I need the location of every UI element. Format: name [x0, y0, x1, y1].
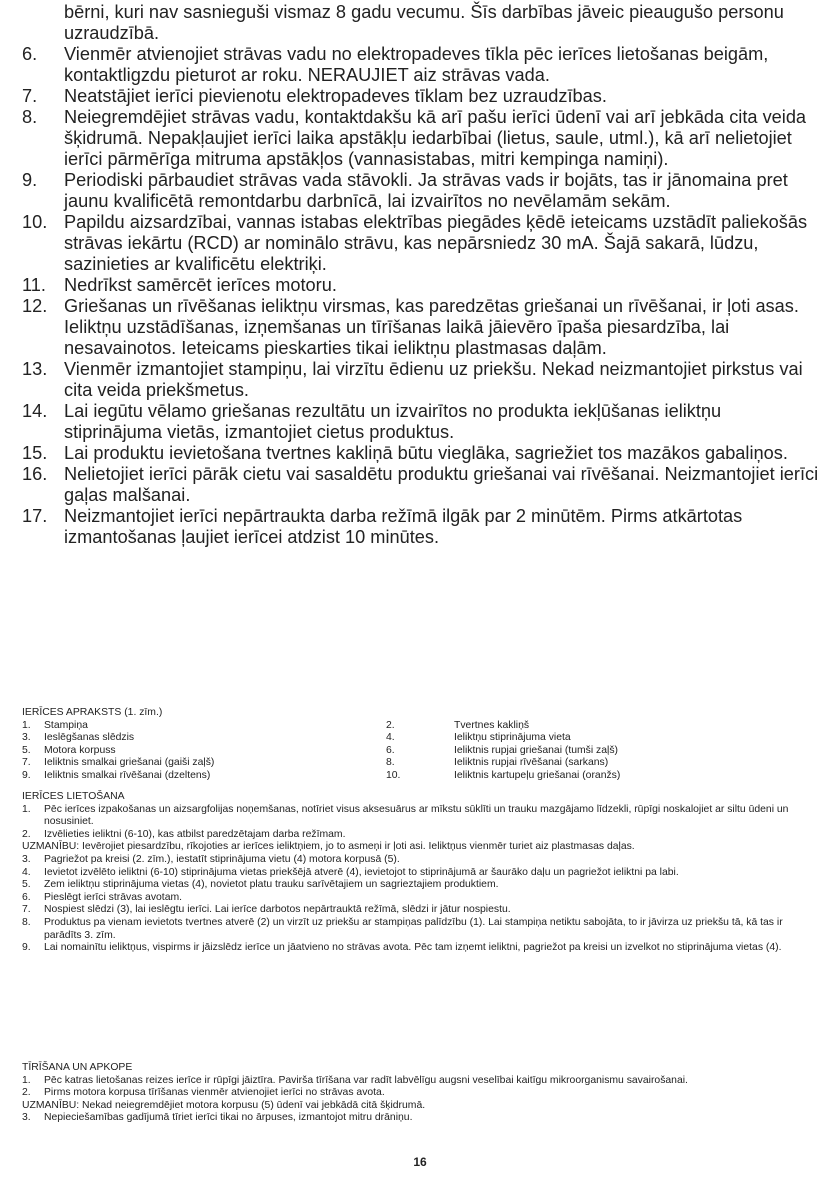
part-name: Motora korpuss — [44, 744, 116, 756]
part-number: 9. — [22, 769, 31, 781]
step-number: 6. — [22, 891, 31, 903]
warning-text: Papildu aizsardzībai, vannas istabas elektrības piegādes ķēdē ieteicams uzstādīt paliekošās strāvas iekārtu (RCD) ar nominālo strāvu, kas nepārsniedz 30 mA. Šajā sakarā, lūdzu, sazinieties ar kvalificētu elektriķi. — [64, 212, 808, 274]
warning-item — [22, 506, 822, 548]
warning-text: Lai iegūtu vēlamo griešanas rezultātu un izvairītos no produkta iekļūšanas ieliktņu stiprinājuma vietās, izmantojiet cietus produktus. — [64, 401, 722, 442]
part-name: Ieliktnis rupjai griešanai (tumši zaļš) — [454, 744, 618, 756]
warning-number: 8. — [22, 107, 38, 127]
warning-continuation: bērni, kuri nav sasnieguši vismaz 8 gadu vecumu. Šīs darbības jāveic pieaugušo personu uzraudzībā. — [64, 2, 784, 43]
step-number: 2. — [22, 1087, 31, 1099]
usage-steps — [22, 804, 822, 955]
warning-number: 12. — [22, 296, 48, 316]
warning-text: Lai produktu ievietošana tvertnes kakliņā būtu vieglāka, sagriežiet tos mazākos gabaliņos. — [64, 443, 788, 463]
warning-number: 13. — [22, 359, 48, 379]
usage-step — [22, 841, 822, 854]
warning-text: Griešanas un rīvēšanas ieliktņu virsmas, kas paredzētas griešanai un rīvēšanai, ir ļoti asas. Ieliktņu uzstādīšanas, izņemšanas un tīrīšanas laikā jāievēro īpaša piesardzība, lai nesavainotos. Ieteicams pieskarties tikai ieliktņu plastmasas daļām. — [64, 296, 799, 358]
warning-number: 11. — [22, 275, 46, 295]
part-number: 6. — [386, 744, 395, 756]
step-text: Izvēlieties ieliktni (6-10), kas atbilst paredzētajam darba režīmam. — [44, 828, 346, 840]
step-text: Pagriežot pa kreisi (2. zīm.), iestatīt stiprinājuma vietu (4) motora korpusā (5). — [44, 853, 400, 865]
device-parts-grid — [22, 720, 822, 783]
cleaning-step — [22, 1075, 822, 1088]
cleaning-section — [22, 1062, 822, 1125]
part-number: 1. — [22, 719, 31, 731]
warning-list — [22, 44, 822, 548]
step-text: Zem ieliktņu stiprinājuma vietas (4), novietot platu trauku sarīvētajiem un sagrieztajiem produktiem. — [44, 879, 499, 891]
part-number: 7. — [22, 757, 31, 769]
warning-item — [22, 401, 822, 443]
warning-text: Nelietojiet ierīci pārāk cietu vai sasaldētu produktu griešanai vai rīvēšanai. Neizmantojiet ierīci gaļas malšanai. — [64, 464, 819, 505]
warning-item — [22, 44, 822, 86]
warning-number: 10. — [22, 212, 48, 232]
usage-step — [22, 917, 822, 942]
part-name: Tvertnes kakliņš — [454, 719, 530, 731]
step-number: 7. — [22, 904, 31, 916]
warning-item — [22, 464, 822, 506]
device-description-section — [22, 707, 822, 783]
part-number: 3. — [22, 732, 31, 744]
warning-text: Periodiski pārbaudiet strāvas vada stāvokli. Ja strāvas vads ir bojāts, tas ir jānomaina pret jaunu kvalificētā remontdarbu darbnīcā, lai izvairītos no nevēlamām sekām. — [64, 170, 788, 211]
warning-item — [22, 359, 822, 401]
warning-item — [22, 86, 822, 107]
page-number: 16 — [413, 1155, 427, 1169]
part-name: Ieslēgšanas slēdzis — [44, 732, 135, 744]
step-text: Pirms motora korpusa tīrīšanas vienmēr atvienojiet ierīci no strāvas avota. — [44, 1087, 385, 1099]
step-text: Nepieciešamības gadījumā tīriet ierīci tikai no ārpuses, izmantojot mitru drāniņu. — [44, 1112, 413, 1124]
step-number: 1. — [22, 1074, 31, 1086]
part-name: Ieliktnis smalkai griešanai (gaiši zaļš) — [44, 757, 215, 769]
cleaning-steps — [22, 1075, 822, 1125]
warning-item — [22, 275, 822, 296]
cleaning-step — [22, 1100, 822, 1113]
warning-text: Neatstājiet ierīci pievienotu elektropadeves tīklam bez uzraudzības. — [64, 86, 607, 106]
step-number: 3. — [22, 1112, 31, 1124]
warning-item — [22, 170, 822, 212]
attention-note: UZMANĪBU: Nekad neiegremdējiet motora korpusu (5) ūdenī vai jebkādā citā šķidrumā. — [22, 1099, 426, 1111]
device-description-title: IERĪCES APRAKSTS (1. zīm.) — [22, 707, 163, 718]
warning-item — [22, 212, 822, 275]
warning-number: 16. — [22, 464, 48, 484]
usage-section — [22, 791, 822, 955]
part-number: 8. — [386, 757, 395, 769]
part-name: Ieliktnis rupjai rīvēšanai (sarkans) — [454, 757, 609, 769]
part-number: 4. — [386, 732, 395, 744]
step-number: 9. — [22, 942, 31, 954]
safety-warnings — [22, 2, 822, 548]
attention-note: UZMANĪBU: Ievērojiet piesardzību, rīkojoties ar ierīces ieliktņiem, jo to asmeņi ir ļoti asi. Ieliktņus vienmēr turiet aiz plastmasas daļas. — [22, 841, 635, 853]
step-text: Pieslēgt ierīci strāvas avotam. — [44, 891, 183, 903]
usage-step — [22, 942, 822, 955]
warning-number: 6. — [22, 44, 38, 64]
warning-item — [22, 107, 822, 170]
part-number: 5. — [22, 744, 31, 756]
step-text: Pēc katras lietošanas reizes ierīce ir rūpīgi jāiztīra. Pavirša tīrīšana var radīt labvēlīgu augsni veselībai kaitīgu mikroorganismu savairošanai. — [44, 1074, 688, 1086]
warning-text: Vienmēr atvienojiet strāvas vadu no elektropadeves tīkla pēc ierīces lietošanas beigām, kontaktligzdu pieturot ar roku. NERAUJIET aiz strāvas vada. — [64, 44, 769, 85]
usage-step — [22, 829, 822, 842]
part-number: 2. — [386, 719, 395, 731]
usage-step — [22, 867, 822, 880]
warning-item — [22, 443, 822, 464]
step-text: Lai nomainītu ieliktņus, vispirms ir jāizslēdz ierīce un jāatvieno no strāvas avota. Pēc tam izņemt ieliktni, pagriežot pa kreisi un izvelkot no stiprinājuma vietas (4). — [44, 942, 782, 954]
usage-title: IERĪCES LIETOŠANA — [22, 791, 125, 802]
warning-number: 14. — [22, 401, 48, 421]
warning-text: Nedrīkst samērcēt ierīces motoru. — [64, 275, 337, 295]
warning-item — [22, 296, 822, 359]
step-number: 4. — [22, 866, 31, 878]
part-name: Ieliktnis kartupeļu griešanai (oranžs) — [454, 769, 621, 781]
usage-step — [22, 854, 822, 867]
step-text: Ievietot izvēlēto ieliktni (6-10) stiprinājuma vietas priekšējā atverē (4), ievietojot to stiprinājumā ar šaurāko daļu un pagriežot ieliktni pa labi. — [44, 866, 679, 878]
cleaning-step — [22, 1087, 822, 1100]
cleaning-step — [22, 1112, 822, 1125]
warning-text: Vienmēr izmantojiet stampiņu, lai virzītu ēdienu uz priekšu. Nekad neizmantojiet pirkstus vai cita veida priekšmetus. — [64, 359, 803, 400]
step-number: 8. — [22, 916, 31, 928]
step-text: Produktus pa vienam ievietots tvertnes atverē (2) un virzīt uz priekšu ar stampiņas palīdzību (1). Lai stampiņa netiktu sabojāta, to ir jāvirza uz priekšu tā, kā tas ir parādīts 3. zīm. — [44, 916, 783, 941]
part-name: Stampiņa — [44, 719, 88, 731]
warning-number: 17. — [22, 506, 48, 526]
warning-number: 7. — [22, 86, 38, 106]
usage-step — [22, 879, 822, 892]
step-text: Pēc ierīces izpakošanas un aizsargfolijas noņemšanas, notīriet visus aksesuārus ar mīkstu sūklīti un trauku mazgājamo līdzekli, rūpīgi noskalojiet ar siltu ūdeni un nosusiniet. — [44, 803, 789, 828]
warning-number: 9. — [22, 170, 38, 190]
part-name: Ieliktnis smalkai rīvēšanai (dzeltens) — [44, 769, 211, 781]
step-number: 1. — [22, 803, 31, 815]
step-number: 2. — [22, 828, 31, 840]
warning-text: Neizmantojiet ierīci nepārtraukta darba režīmā ilgāk par 2 minūtēm. Pirms atkārtotas izmantošanas ļaujiet ierīcei atdzist 10 minūtes. — [64, 506, 743, 547]
usage-step — [22, 904, 822, 917]
step-number: 5. — [22, 879, 31, 891]
part-number: 10. — [386, 769, 401, 781]
usage-step — [22, 892, 822, 905]
step-number: 3. — [22, 853, 31, 865]
warning-number: 15. — [22, 443, 48, 463]
part-name: Ieliktņu stiprinājuma vieta — [454, 732, 571, 744]
step-text: Nospiest slēdzi (3), lai ieslēgtu ierīci. Lai ierīce darbotos nepārtrauktā režīmā, slēdzi ir jātur nospiestu. — [44, 904, 511, 916]
usage-step — [22, 804, 822, 829]
warning-text: Neiegremdējiet strāvas vadu, kontaktdakšu kā arī pašu ierīci ūdenī vai arī jebkāda cita veida šķidrumā. Nepakļaujiet ierīci laika apstākļu iedarbībai (lietus, saule, utml.), kā arī nelietojiet ierīci pārmērīga mitruma apstākļos (vannasistabas, mitri kempinga namiņi). — [64, 107, 807, 169]
cleaning-title: TĪRĪŠANA UN APKOPE — [22, 1062, 133, 1073]
